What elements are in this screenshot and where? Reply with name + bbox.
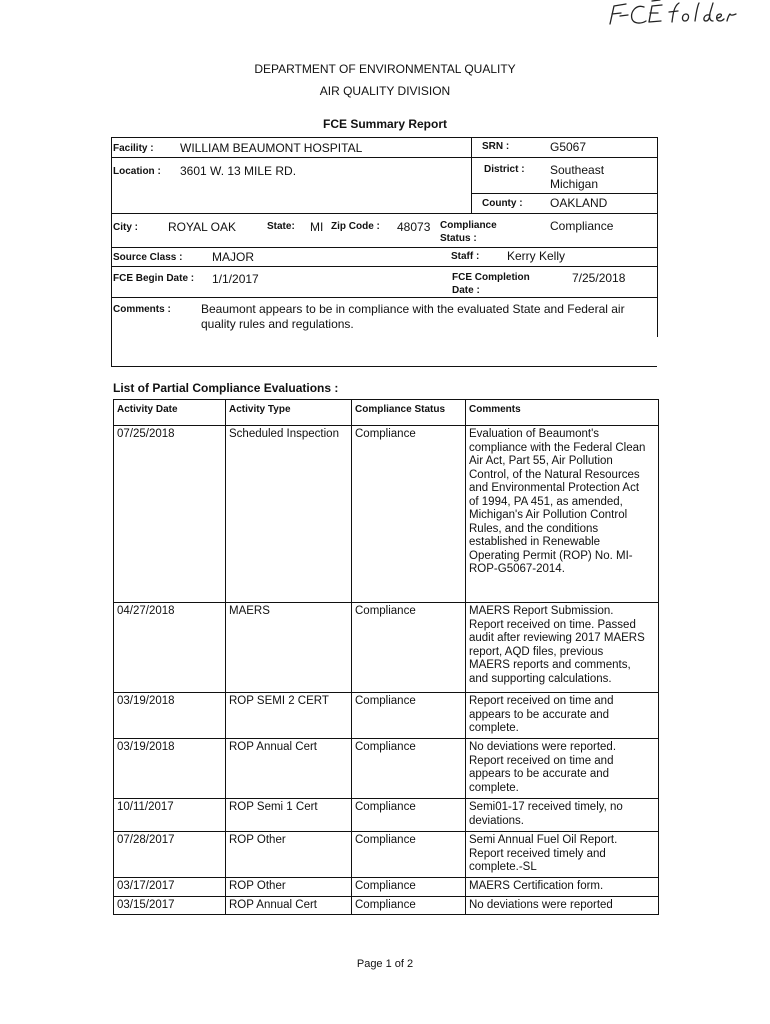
city-value: ROYAL OAK	[168, 220, 237, 234]
source-class-label: Source Class :	[113, 252, 183, 263]
column-header: Compliance Status	[352, 400, 466, 426]
table-row	[114, 603, 659, 693]
activity-date-cell: 03/15/2017	[114, 896, 226, 915]
facility-label: Facility :	[113, 143, 154, 154]
comment-line: Semi01-17 received timely, no	[469, 801, 623, 813]
activity-type-cell: ROP Semi 1 Cert	[226, 799, 352, 832]
comment-line: Semi Annual Fuel Oil Report.	[469, 834, 618, 846]
evaluations-table	[113, 399, 659, 915]
fce-begin-value: 1/1/2017	[212, 272, 259, 286]
comment-line: ROP-G5067-2014.	[469, 563, 565, 575]
comment-line: Control, of the Natural Resources	[469, 468, 640, 481]
compliance-status-cell: Compliance	[352, 799, 466, 832]
comments-cell	[466, 896, 659, 915]
comments-cell	[466, 799, 659, 832]
comment-line: Report received timely and	[469, 847, 606, 860]
fce-completion-label-line2: Date :	[452, 285, 480, 296]
report-title: FCE Summary Report	[322, 117, 448, 131]
fce-completion-value: 7/25/2018	[572, 271, 626, 285]
comment-line: MAERS Certification form.	[469, 880, 604, 892]
table-row	[114, 896, 659, 915]
comment-line: Evaluation of Beaumont's	[469, 428, 600, 440]
city-label: City :	[113, 222, 138, 233]
comments-label: Comments :	[113, 304, 171, 315]
comment-line: complete.	[469, 781, 519, 794]
activity-date-cell: 03/19/2018	[114, 739, 226, 799]
compliance-status-label-line1: Compliance	[440, 220, 497, 231]
compliance-status-cell: Compliance	[352, 603, 466, 693]
state-value: MI	[310, 220, 324, 234]
comments-cell	[466, 603, 659, 693]
column-header: Activity Date	[114, 400, 226, 426]
activity-type-cell: ROP SEMI 2 CERT	[226, 693, 352, 739]
column-header: Comments	[466, 400, 659, 426]
activity-type-cell: ROP Annual Cert	[226, 739, 352, 799]
state-label: State:	[267, 221, 295, 232]
staff-value: Kerry Kelly	[507, 249, 566, 263]
zip-code-value: 48073	[397, 220, 431, 234]
activity-type-cell: Scheduled Inspection	[226, 426, 352, 603]
district-value-line2: Michigan	[550, 177, 599, 191]
srn-value: G5067	[550, 140, 587, 154]
comments-cell	[466, 878, 659, 897]
comment-line: and Environmental Protection Act	[469, 482, 640, 494]
comment-line: Rules, and the conditions	[469, 522, 599, 535]
comment-line: appears to be accurate and	[469, 708, 610, 721]
department-title: DEPARTMENT OF ENVIRONMENTAL QUALITY	[254, 62, 516, 76]
comment-line: Report received on time and	[469, 695, 614, 707]
column-header: Activity Type	[226, 400, 352, 426]
comments-cell	[466, 426, 659, 603]
activity-type-cell: MAERS	[226, 603, 352, 693]
division-title: AIR QUALITY DIVISION	[319, 84, 451, 98]
comment-line: established in Renewable	[469, 536, 601, 548]
evaluations-title: List of Partial Compliance Evaluations :	[113, 381, 339, 395]
table-row	[114, 739, 659, 799]
activity-type-cell: ROP Other	[226, 832, 352, 878]
evaluations-body	[114, 426, 659, 915]
location-label: Location :	[113, 166, 161, 177]
comment-line: audit after reviewing 2017 MAERS	[469, 632, 645, 644]
handwritten-folder-note	[606, 0, 756, 30]
comments-cell	[466, 739, 659, 799]
activity-type-cell: ROP Annual Cert	[226, 896, 352, 915]
comment-line: report, AQD files, previous	[469, 645, 604, 658]
activity-date-cell: 10/11/2017	[114, 799, 226, 832]
activity-date-cell: 03/17/2017	[114, 878, 226, 897]
table-row	[114, 799, 659, 832]
activity-date-cell: 07/28/2017	[114, 832, 226, 878]
activity-type-cell: ROP Other	[226, 878, 352, 897]
comment-line: MAERS Report Submission.	[469, 605, 614, 617]
table-row	[114, 878, 659, 897]
comment-line: No deviations were reported.	[469, 741, 617, 753]
comment-line: complete.	[469, 722, 519, 734]
comment-line: Report received on time. Passed	[469, 618, 636, 631]
comments-line1: Beaumont appears to be in compliance with the evaluated State and Federal air	[201, 302, 625, 316]
comment-line: MAERS reports and comments,	[469, 659, 631, 671]
location-value: 3601 W. 13 MILE RD.	[180, 164, 297, 178]
compliance-status-cell: Compliance	[352, 739, 466, 799]
comment-line: appears to be accurate and	[469, 768, 610, 780]
compliance-status-label-line2: Status :	[440, 233, 477, 244]
compliance-status-cell: Compliance	[352, 693, 466, 739]
table-row	[114, 426, 659, 603]
activity-date-cell: 03/19/2018	[114, 693, 226, 739]
county-label: County :	[482, 198, 523, 209]
fce-begin-label: FCE Begin Date :	[113, 273, 195, 284]
county-value: OAKLAND	[550, 196, 608, 210]
compliance-status-cell: Compliance	[352, 896, 466, 915]
source-class-value: MAJOR	[212, 250, 254, 264]
table-row	[114, 832, 659, 878]
comment-line: and supporting calculations.	[469, 672, 612, 685]
activity-date-cell: 07/25/2018	[114, 426, 226, 603]
comment-line: compliance with the Federal Clean	[469, 441, 646, 454]
comment-line: Air Act, Part 55, Air Pollution	[469, 455, 613, 467]
compliance-status-cell: Compliance	[352, 832, 466, 878]
comment-line: of 1994, PA 451, as amended,	[469, 495, 623, 508]
comment-line: Report received on time and	[469, 754, 614, 767]
staff-label: Staff :	[451, 251, 480, 262]
page-number: Page 1 of 2	[356, 958, 414, 970]
activity-date-cell: 04/27/2018	[114, 603, 226, 693]
compliance-status-value: Compliance	[550, 219, 614, 233]
district-label: District :	[484, 164, 525, 175]
comment-line: Michigan's Air Pollution Control	[469, 509, 628, 521]
comment-line: deviations.	[469, 814, 524, 827]
comment-line: No deviations were reported	[469, 898, 613, 911]
fce-completion-label-line1: FCE Completion	[452, 272, 530, 283]
comments-cell	[466, 832, 659, 878]
compliance-status-cell: Compliance	[352, 426, 466, 603]
table-row	[114, 693, 659, 739]
comments-line2: quality rules and regulations.	[201, 317, 354, 331]
compliance-status-cell: Compliance	[352, 878, 466, 897]
table-header-row	[114, 400, 659, 426]
comments-cell	[466, 693, 659, 739]
facility-value: WILLIAM BEAUMONT HOSPITAL	[180, 141, 363, 155]
srn-label: SRN :	[482, 141, 510, 152]
comment-line: complete.-SL	[469, 861, 537, 873]
district-value-line1: Southeast	[550, 163, 605, 177]
comment-line: Operating Permit (ROP) No. MI-	[469, 549, 633, 562]
zip-code-label: Zip Code :	[331, 221, 380, 232]
